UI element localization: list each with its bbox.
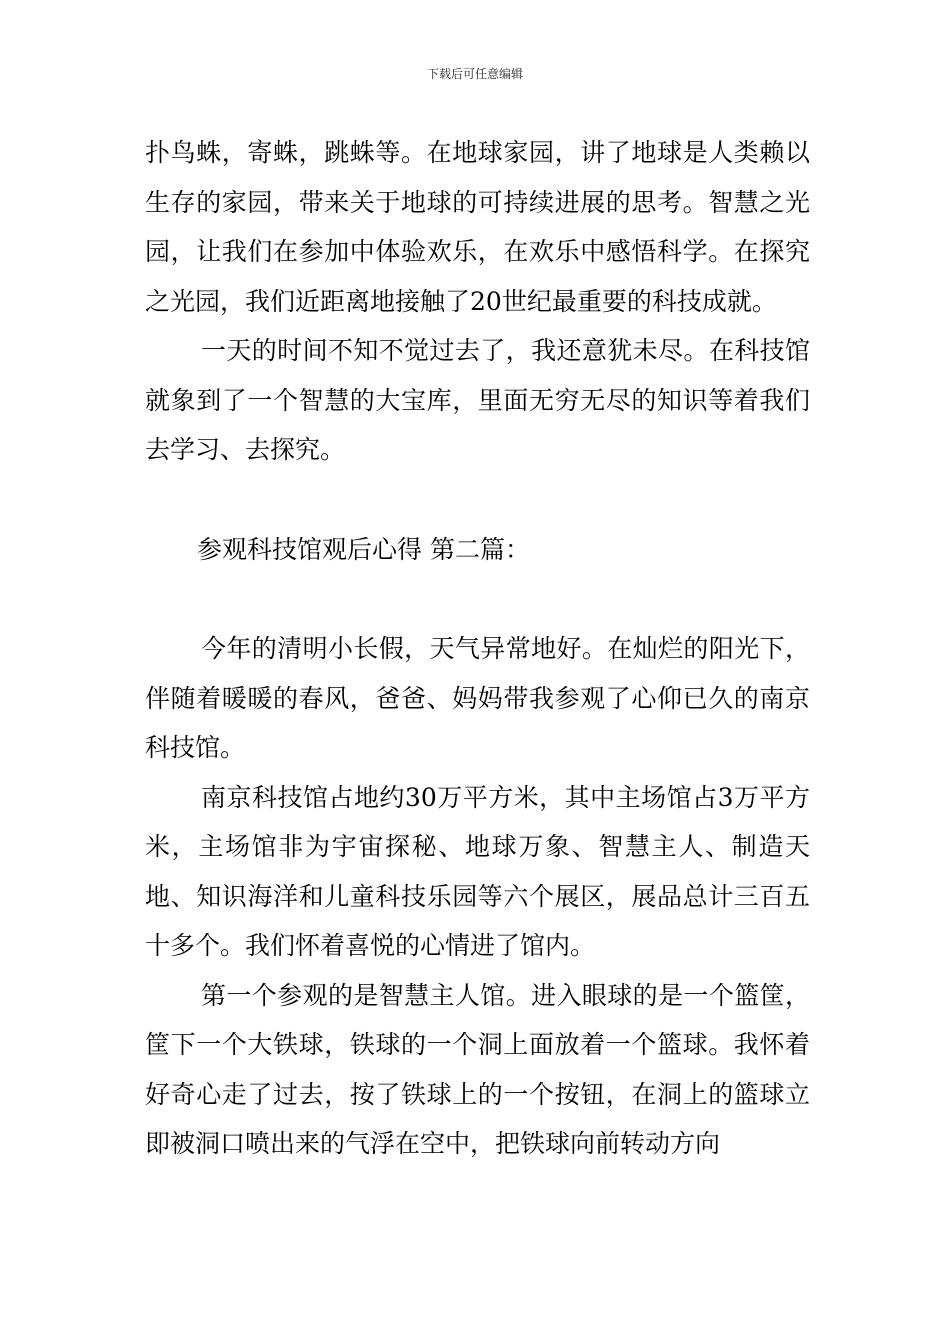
section-paragraph-1: 今年的清明小长假，天气异常地好。在灿烂的阳光下，伴随着暖暖的春风，爸爸、妈妈带我参观了心仰已久的南京科技馆。 [145, 634, 810, 762]
paragraph-closing: 一天的时间不知不觉过去了，我还意犹未尽。在科技馆就象到了一个智慧的大宝库，里面无穷无尽的知识等着我们去学习、去探究。 [145, 336, 810, 464]
document-body [145, 128, 810, 1169]
paragraph-continuation: 扑鸟蛛，寄蛛，跳蛛等。在地球家园，讲了地球是人类赖以生存的家园，带来关于地球的可持续进展的思考。智慧之光园，让我们在参加中体验欢乐，在欢乐中感悟科学。在探究之光园，我们近距离地接触了20世纪最重要的科技成就。 [145, 138, 810, 316]
page-header: 下载后可任意编辑 [426, 67, 523, 81]
section-paragraph-3: 第一个参观的是智慧主人馆。进入眼球的是一个篮筐，筐下一个大铁球，铁球的一个洞上面放着一个篮球。我怀着好奇心走了过去，按了铁球上的一个按钮，在洞上的篮球立即被洞口喷出来的气浮在空中，把铁球向前转动方向 [145, 980, 810, 1158]
section-paragraph-2: 南京科技馆占地约30万平方米，其中主场馆占3万平方米，主场馆非为宇宙探秘、地球万象、智慧主人、制造天地、知识海洋和儿童科技乐园等六个展区，展品总计三百五十多个。我们怀着喜悦的心情进了馆内。 [145, 782, 810, 960]
section-title: 参观科技馆观后心得 第二篇： [197, 534, 530, 564]
